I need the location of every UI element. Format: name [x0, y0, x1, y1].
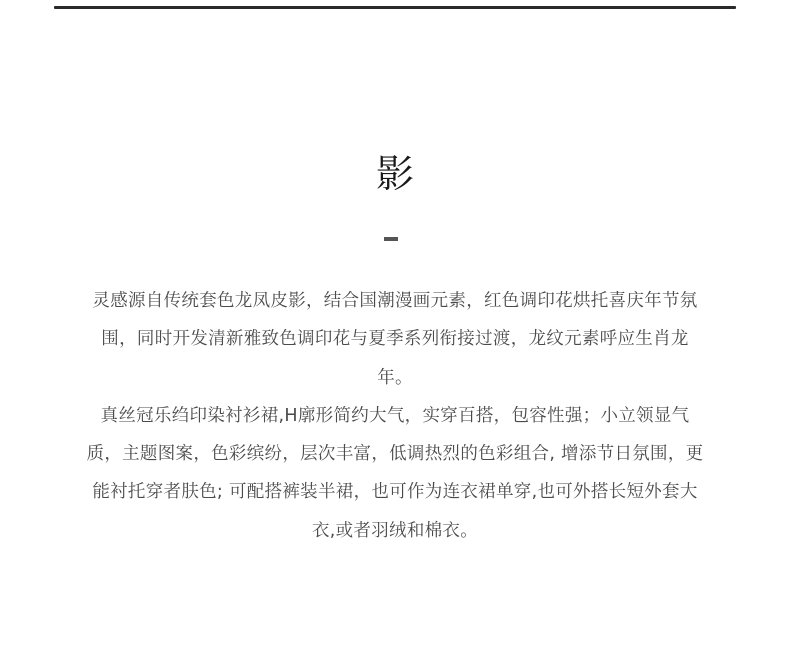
description-body [86, 282, 704, 550]
description-paragraph-product: 真丝冠乐绉印染衬衫裙,H廓形简约大气，实穿百搭，包容性强；小立领显气质，主题图案，色彩缤纷，层次丰富，低调热烈的色彩组合, 增添节日氛围，更能衬托穿者肤色; 可配搭裤装半裙，也可作为连衣裙单穿,也可外搭长短外套大衣,或者羽绒和棉衣。 [86, 405, 704, 541]
top-divider [54, 6, 736, 9]
title-underline-dash [384, 237, 398, 241]
description-paragraph-inspiration: 灵感源自传统套色龙凤皮影，结合国潮漫画元素，红色调印花烘托喜庆年节氛围，同时开发清新雅致色调印花与夏季系列衔接过渡，龙纹元素呼应生肖龙年。 [92, 291, 698, 388]
section-title: 影 [375, 152, 414, 196]
